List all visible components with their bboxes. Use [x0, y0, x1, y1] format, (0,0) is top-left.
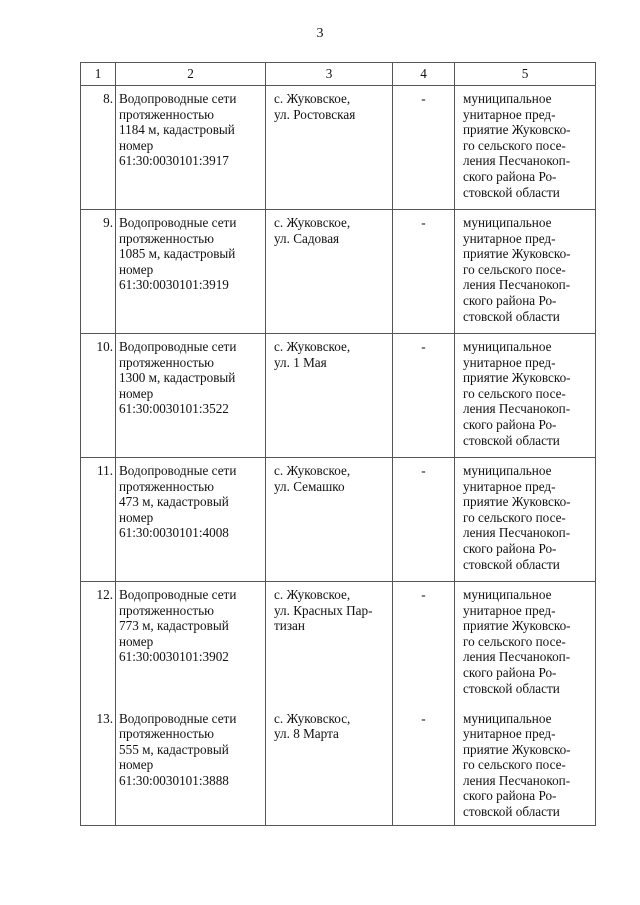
holder-organization-line: унитарное пред- [463, 354, 556, 370]
object-address-line: ул. 1 Мая [274, 354, 327, 370]
object-name-line: Водопроводные сети [119, 91, 237, 106]
object-address-line: с. Жуковское, [274, 339, 351, 354]
object-address-line: с. Жуковское, [274, 215, 351, 230]
col4-value: - [393, 458, 455, 582]
holder-organization-line: ского района Ро- [463, 664, 557, 680]
object-name-line: протяженностью [119, 726, 215, 742]
holder-organization-line: муниципальное [463, 91, 552, 106]
holder-organization-line: унитарное пред- [463, 106, 556, 122]
object-name-line: 555 м, кадастровый [119, 741, 229, 757]
holder-organization-line: муниципальное [463, 463, 552, 478]
holder-organization-line: унитарное пред- [463, 230, 556, 246]
object-address [266, 582, 393, 706]
row-number: 12. [81, 582, 116, 706]
object-name [116, 458, 266, 582]
table-row [81, 334, 596, 458]
object-address-line: ул. Садовая [274, 230, 340, 246]
holder-organization-line: ления Песчанокоп- [463, 525, 571, 541]
table-header-row [81, 63, 596, 86]
holder-organization [455, 706, 596, 826]
object-name [116, 334, 266, 458]
holder-organization-line: ского района Ро- [463, 168, 557, 184]
object-name-line: Водопроводные сети [119, 710, 237, 726]
holder-organization [455, 210, 596, 334]
holder-organization-line: приятие Жуковско- [463, 370, 571, 386]
object-name-line: номер [119, 633, 154, 649]
object-address-line: ул. Семашко [274, 478, 345, 494]
header-col-2: 2 [116, 63, 266, 86]
holder-organization-line: го сельского посе- [463, 137, 566, 153]
col4-value: - [393, 706, 455, 826]
col4-value: - [393, 210, 455, 334]
object-address-line: с. Жуковское, [274, 463, 351, 478]
holder-organization-line: муниципальное [463, 710, 552, 726]
object-name-line: 61:30:0030101:3919 [119, 277, 229, 293]
holder-organization-line: муниципальное [463, 339, 552, 354]
holder-organization [455, 582, 596, 706]
object-address [266, 458, 393, 582]
holder-organization-line: ского района Ро- [463, 416, 557, 432]
object-name-line: 1184 м, кадастровый [119, 122, 235, 138]
col4-value: - [393, 334, 455, 458]
object-name-line: 61:30:0030101:3522 [119, 401, 229, 417]
object-name-line: 61:30:0030101:3902 [119, 649, 229, 665]
holder-organization-line: го сельского посе- [463, 757, 566, 773]
object-address-line: тизан [274, 618, 305, 634]
object-name-line: 1085 м, кадастровый [119, 246, 236, 262]
holder-organization-line: ления Песчанокоп- [463, 772, 571, 788]
object-name [116, 582, 266, 706]
table-row [81, 458, 596, 582]
object-address-line: ул. 8 Марта [274, 726, 339, 742]
holder-organization-line: приятие Жуковско- [463, 741, 571, 757]
object-name-line: Водопроводные сети [119, 463, 237, 478]
header-col-3: 3 [266, 63, 393, 86]
row-number: 9. [81, 210, 116, 334]
col4-value: - [393, 86, 455, 210]
object-address-line: с. Жуковскос, [274, 710, 351, 726]
object-name-line: 61:30:0030101:3917 [119, 153, 229, 169]
holder-organization-line: го сельского посе- [463, 261, 566, 277]
header-col-4: 4 [393, 63, 455, 86]
holder-organization-line: муниципальное [463, 215, 552, 230]
object-address-line: ул. Ростовская [274, 106, 356, 122]
holder-organization-line: стовской области [463, 804, 560, 820]
holder-organization-line: унитарное пред- [463, 726, 556, 742]
object-name [116, 210, 266, 334]
table-row [81, 706, 596, 826]
object-address-line: с. Жуковское, [274, 91, 351, 106]
object-name-line: 61:30:0030101:3888 [119, 772, 229, 788]
table-row [81, 582, 596, 706]
holder-organization-line: унитарное пред- [463, 602, 556, 618]
holder-organization-line: унитарное пред- [463, 478, 556, 494]
object-name-line: номер [119, 261, 154, 277]
holder-organization-line: го сельского посе- [463, 633, 566, 649]
header-col-1: 1 [81, 63, 116, 86]
object-name [116, 706, 266, 826]
holder-organization-line: стовской области [463, 680, 560, 696]
page-number: 3 [316, 26, 324, 41]
object-name-line: протяженностью [119, 602, 215, 618]
header-col-5: 5 [455, 63, 596, 86]
holder-organization-line: стовской области [463, 184, 560, 200]
object-name-line: Водопроводные сети [119, 215, 237, 230]
holder-organization-line: ского района Ро- [463, 292, 557, 308]
property-table [80, 62, 596, 826]
holder-organization-line: ления Песчанокоп- [463, 649, 571, 665]
table-row [81, 210, 596, 334]
holder-organization-line: ского района Ро- [463, 788, 557, 804]
holder-organization-line: стовской области [463, 556, 560, 572]
holder-organization-line: муниципальное [463, 587, 552, 602]
object-name-line: номер [119, 509, 154, 525]
object-address [266, 86, 393, 210]
holder-organization-line: стовской области [463, 432, 560, 448]
object-name-line: 473 м, кадастровый [119, 494, 229, 510]
holder-organization-line: го сельского посе- [463, 385, 566, 401]
table-row [81, 86, 596, 210]
holder-organization-line: приятие Жуковско- [463, 122, 571, 138]
object-name-line: протяженностью [119, 478, 215, 494]
object-name-line: 61:30:0030101:4008 [119, 525, 229, 541]
object-name-line: номер [119, 137, 154, 153]
holder-organization-line: ления Песчанокоп- [463, 401, 571, 417]
holder-organization-line: приятие Жуковско- [463, 618, 571, 634]
object-name [116, 86, 266, 210]
row-number: 11. [81, 458, 116, 582]
object-address-line: с. Жуковское, [274, 587, 351, 602]
object-name-line: номер [119, 385, 154, 401]
table-body [81, 86, 596, 826]
object-address [266, 210, 393, 334]
object-address-line: ул. Красных Пар- [274, 602, 373, 618]
row-number: 10. [81, 334, 116, 458]
object-address [266, 334, 393, 458]
holder-organization-line: ления Песчанокоп- [463, 153, 571, 169]
object-name-line: Водопроводные сети [119, 339, 237, 354]
object-name-line: протяженностью [119, 230, 215, 246]
holder-organization-line: ления Песчанокоп- [463, 277, 571, 293]
object-address [266, 706, 393, 826]
holder-organization [455, 458, 596, 582]
holder-organization-line: приятие Жуковско- [463, 246, 571, 262]
holder-organization-line: стовской области [463, 308, 560, 324]
object-name-line: 1300 м, кадастровый [119, 370, 236, 386]
row-number: 8. [81, 86, 116, 210]
object-name-line: Водопроводные сети [119, 587, 237, 602]
object-name-line: номер [119, 757, 154, 773]
row-number: 13. [81, 706, 116, 826]
holder-organization [455, 86, 596, 210]
holder-organization [455, 334, 596, 458]
object-name-line: 773 м, кадастровый [119, 618, 229, 634]
object-name-line: протяженностью [119, 106, 215, 122]
col4-value: - [393, 582, 455, 706]
holder-organization-line: ского района Ро- [463, 540, 557, 556]
holder-organization-line: приятие Жуковско- [463, 494, 571, 510]
holder-organization-line: го сельского посе- [463, 509, 566, 525]
object-name-line: протяженностью [119, 354, 215, 370]
